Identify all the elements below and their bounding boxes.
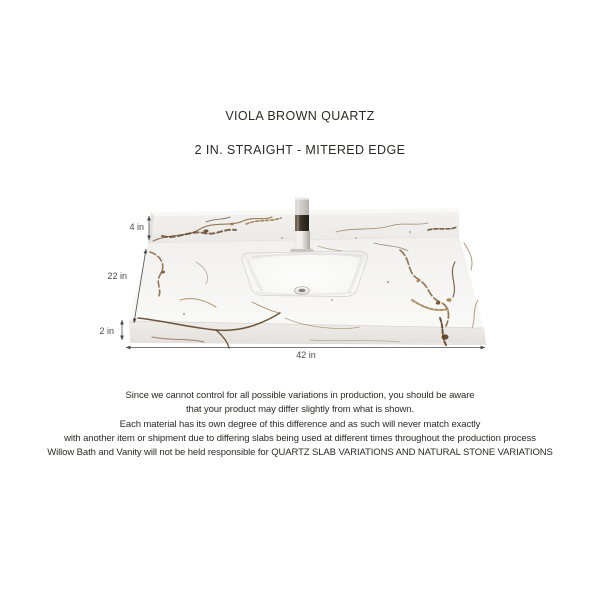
disclaimer-line: with another item or shipment due to differing slabs being used at different times throughout the production process <box>64 432 536 444</box>
disclaimer-line: that your product may differ slightly from what is shown. <box>185 404 415 416</box>
sink-drain <box>295 287 310 295</box>
dimension-label-backsplash-height: 4 in <box>129 222 144 232</box>
dimension-backsplash-height <box>129 216 149 240</box>
disclaimer-line: Willow Bath and Vanity will not be held responsible for QUARTZ SLAB VARIATIONS AND NATURAL STONE VARIATIONS <box>47 447 553 459</box>
dimension-width <box>126 348 485 361</box>
dimension-label-width: 42 in <box>296 350 316 360</box>
dimension-label-edge-thickness: 2 in <box>99 326 114 336</box>
page-title: VIOLA BROWN QUARTZ <box>225 109 375 123</box>
disclaimer-line: Each material has its own degree of this difference and as such will never match exactly <box>119 418 481 430</box>
dimension-label-depth: 22 in <box>107 271 127 281</box>
edge-style-subtitle: 2 IN. STRAIGHT - MITERED EDGE <box>194 143 406 157</box>
disclaimer-block <box>0 389 600 460</box>
dimension-edge-thickness <box>99 320 122 340</box>
disclaimer-line: Since we cannot control for all possible variations in production, you should be aware <box>125 390 475 401</box>
